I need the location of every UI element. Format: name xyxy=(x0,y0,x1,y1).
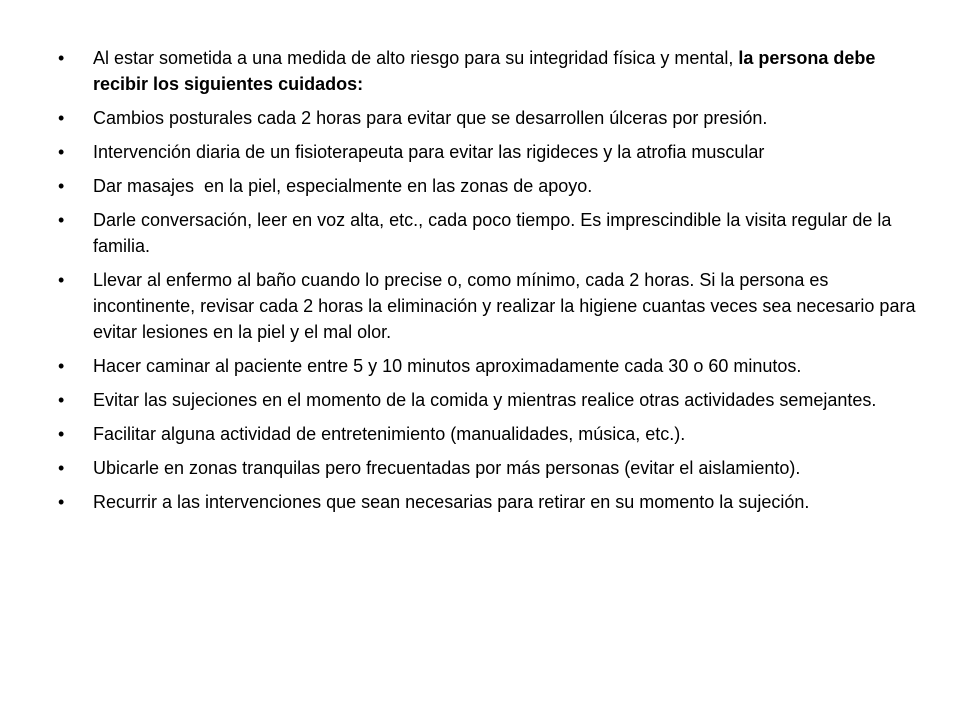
bullet-item xyxy=(58,267,918,345)
bullet-text: Llevar al enfermo al baño cuando lo precise o, como mínimo, cada 2 horas. Si la persona es incontinente, revisar cada 2 horas la eliminación y realizar la higiene cuantas veces sea necesario para evitar lesiones en la piel y el mal olor. xyxy=(93,270,916,342)
bullet-icon: • xyxy=(58,270,65,290)
bullet-icon: • xyxy=(58,390,65,410)
bullet-icon: • xyxy=(58,142,65,162)
bullet-icon: • xyxy=(58,424,65,444)
bullet-text: Evitar las sujeciones en el momento de la comida y mientras realice otras actividades semejantes. xyxy=(93,390,877,410)
bullet-icon: • xyxy=(58,210,65,230)
bullet-item xyxy=(58,139,918,165)
bullet-text: Dar masajes en la piel, especialmente en las zonas de apoyo. xyxy=(93,176,593,196)
care-bullet-list xyxy=(58,45,918,523)
bullet-text: Intervención diaria de un fisioterapeuta para evitar las rigideces y la atrofia muscular xyxy=(93,142,765,162)
bullet-item xyxy=(58,105,918,131)
bullet-text: Darle conversación, leer en voz alta, etc., cada poco tiempo. Es imprescindible la visita regular de la familia. xyxy=(93,210,892,256)
bullet-text: Facilitar alguna actividad de entretenimiento (manualidades, música, etc.). xyxy=(93,424,686,444)
bullet-text-bold: la persona debe recibir los siguientes cuidados: xyxy=(93,48,876,94)
bullet-text: Ubicarle en zonas tranquilas pero frecuentadas por más personas (evitar el aislamiento). xyxy=(93,458,801,478)
bullet-item xyxy=(58,353,918,379)
bullet-icon: • xyxy=(58,458,65,478)
bullet-item xyxy=(58,45,918,97)
bullet-item xyxy=(58,207,918,259)
bullet-item xyxy=(58,421,918,447)
bullet-text: Al estar sometida a una medida de alto riesgo para su integridad física y mental, xyxy=(93,48,739,68)
bullet-item xyxy=(58,455,918,481)
bullet-text: Hacer caminar al paciente entre 5 y 10 minutos aproximadamente cada 30 o 60 minutos. xyxy=(93,356,802,376)
bullet-icon: • xyxy=(58,492,65,512)
bullet-icon: • xyxy=(58,356,65,376)
bullet-icon: • xyxy=(58,48,65,68)
bullet-item xyxy=(58,387,918,413)
bullet-text: Recurrir a las intervenciones que sean necesarias para retirar en su momento la sujeción. xyxy=(93,492,810,512)
bullet-icon: • xyxy=(58,108,65,128)
bullet-text: Cambios posturales cada 2 horas para evitar que se desarrollen úlceras por presión. xyxy=(93,108,768,128)
bullet-item xyxy=(58,173,918,199)
bullet-item xyxy=(58,489,918,515)
bullet-icon: • xyxy=(58,176,65,196)
